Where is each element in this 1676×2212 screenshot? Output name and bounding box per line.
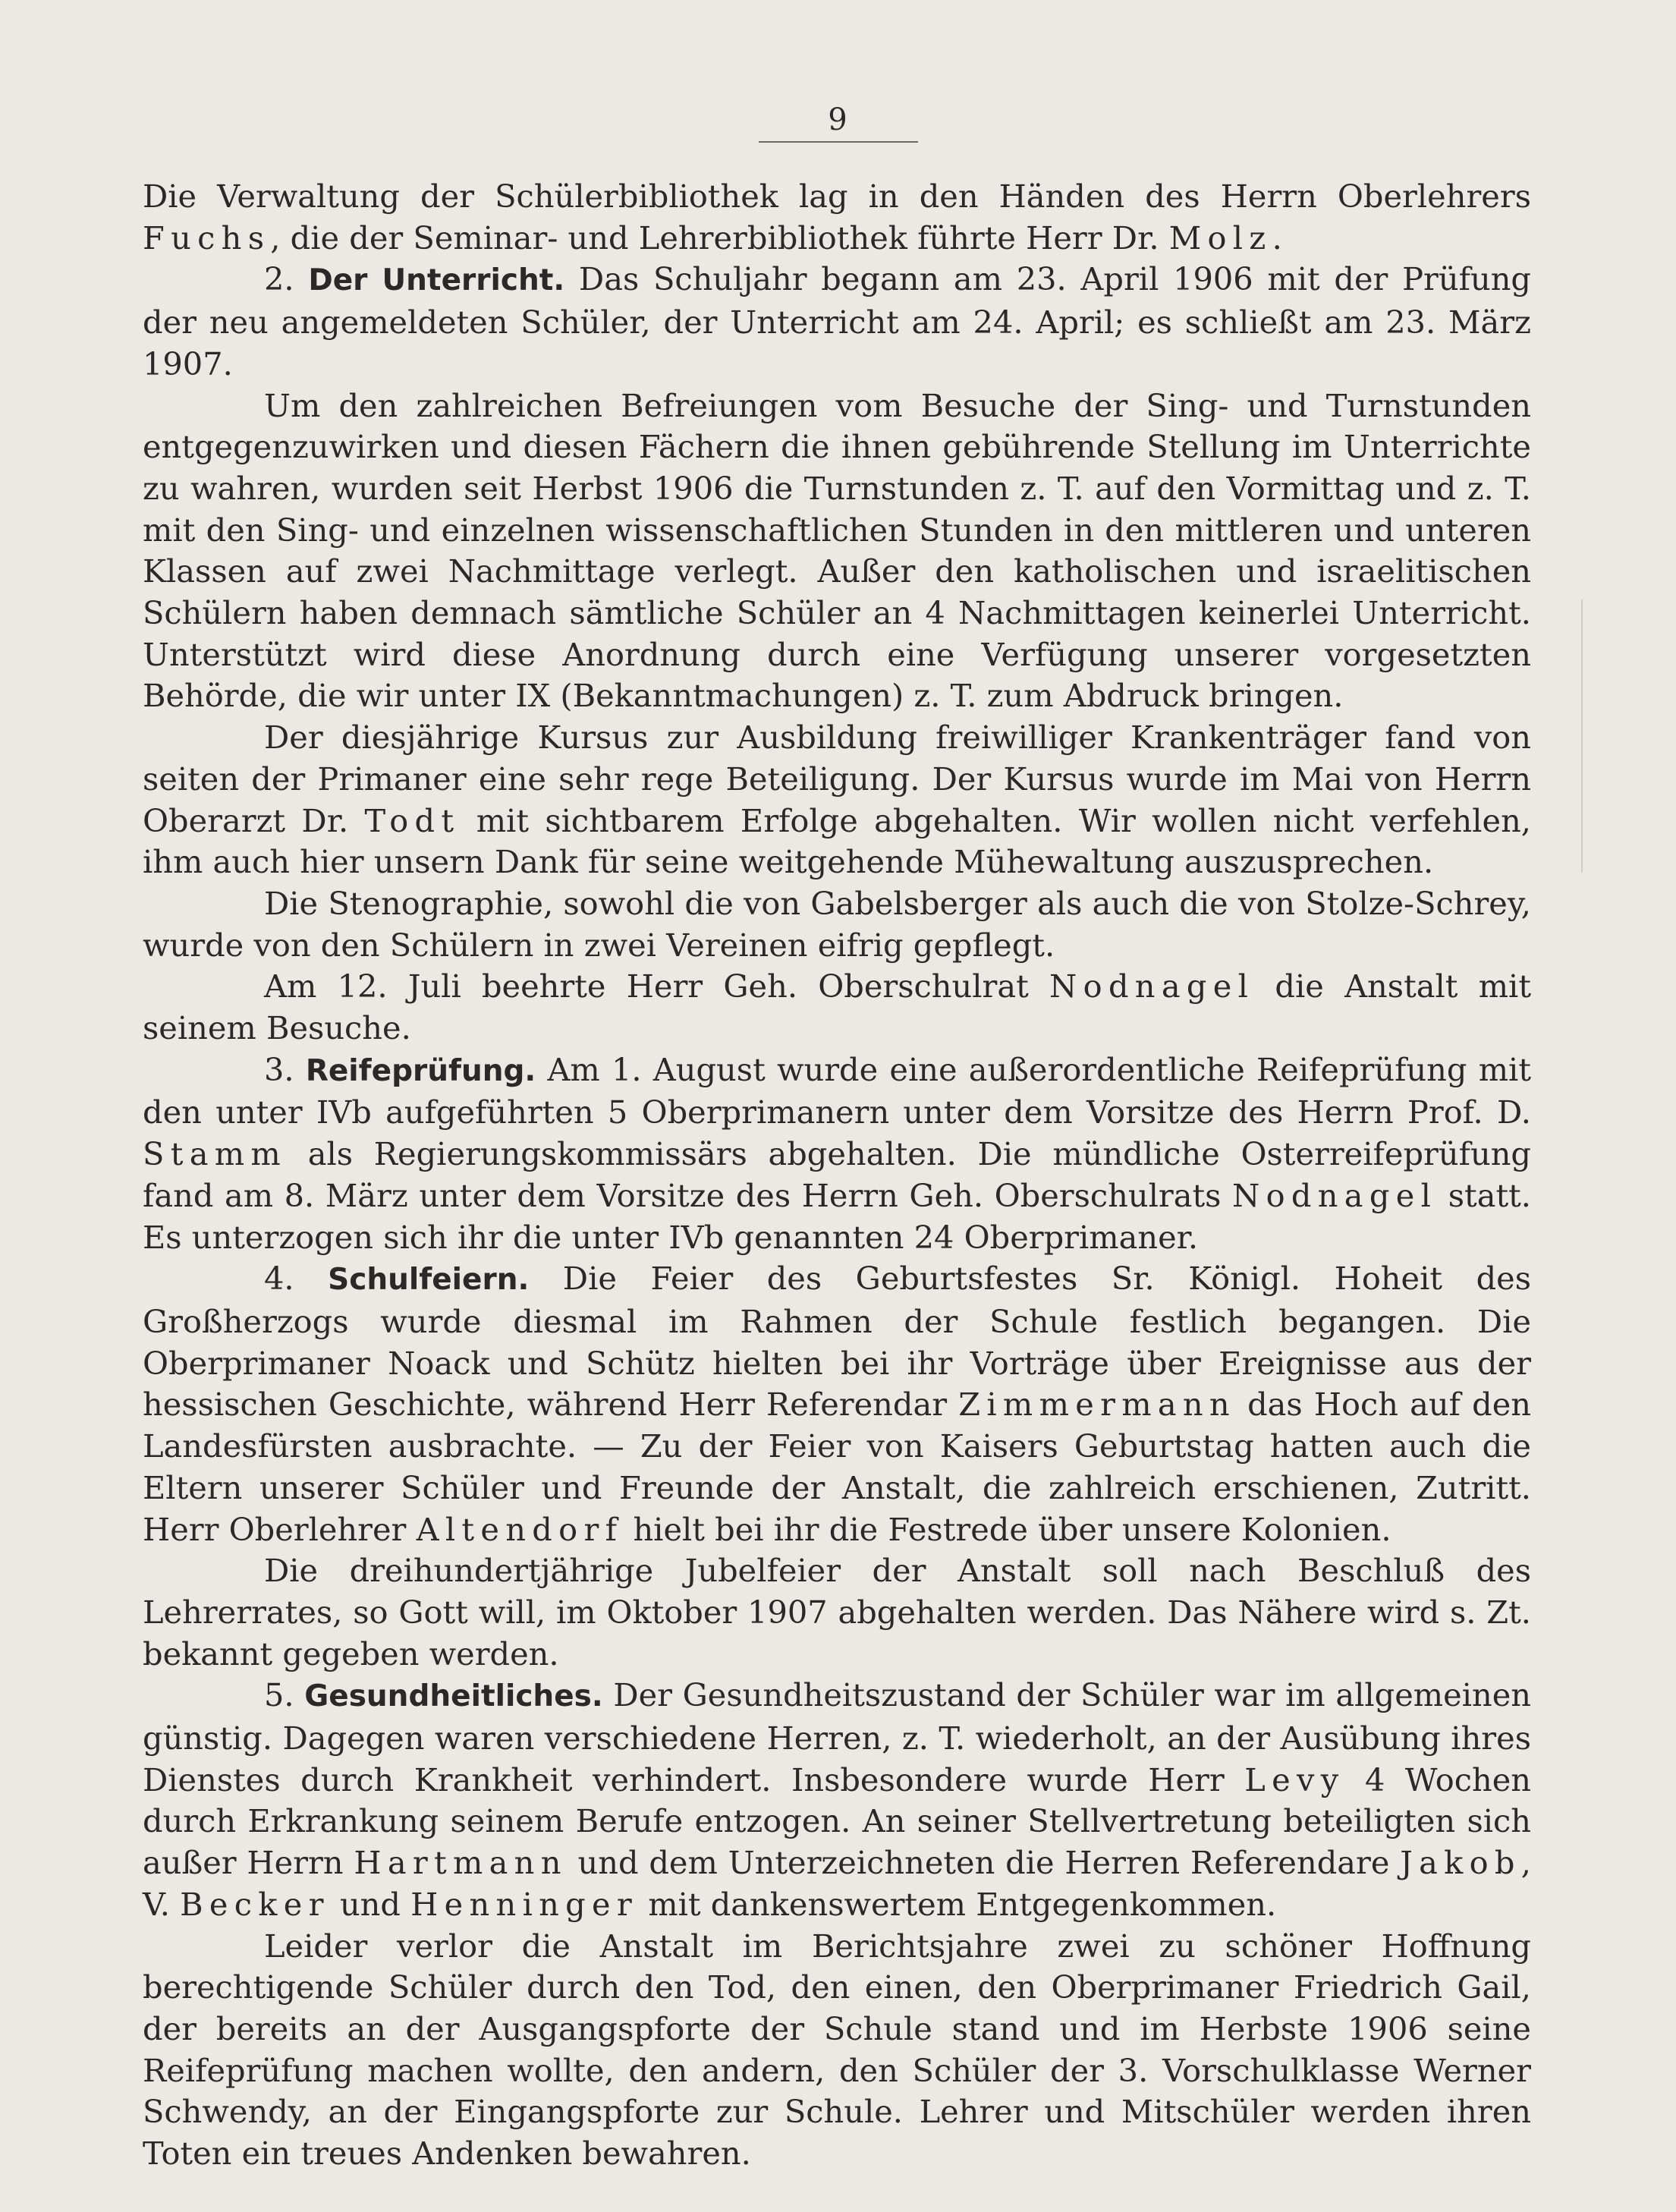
text-run: statt. Es unterzogen sich ihr die unter IVb genannten 24 Oberprimaner. — [143, 1176, 1531, 1256]
header-rule — [759, 141, 918, 143]
text-run: und — [329, 1885, 411, 1923]
text-run: 4 Wochen durch Erkrankung seinem Berufe entzogen. An seiner Stellvertretung beteiligten sich außer Herrn — [143, 1760, 1531, 1882]
spaced-name: Levy — [1244, 1760, 1345, 1798]
text-run: . — [1272, 219, 1282, 256]
text-run: Das Schuljahr begann am 23. April 1906 mit der Prüfung der neu angemeldeten Schüler, der Unterricht am 24. April; es schließt am 23. März 1907. — [143, 260, 1531, 382]
text-run: , die der Seminar- und Lehrerbibliothek führte Herr Dr. — [270, 219, 1169, 256]
page-fold-line — [1581, 599, 1583, 873]
spaced-name: Nodnagel — [1232, 1176, 1438, 1214]
spaced-name: Stamm — [143, 1135, 288, 1173]
text-run: Am 1. August wurde eine außerordentliche Reifeprüfung mit den unter IVb aufgeführten 5 Oberprimanern unter dem Vorsitze des Herrn Prof. D. — [143, 1050, 1531, 1131]
text-run: 2. — [264, 260, 309, 298]
paragraph-unterricht-1 — [143, 259, 1531, 385]
spaced-name: Todt — [364, 801, 461, 839]
paragraph-schulfeiern-1 — [143, 1258, 1531, 1550]
section-heading: Schulfeiern. — [328, 1263, 530, 1298]
text-run: Leider verlor die Anstalt im Berichtsjahre zwei zu schöner Hoffnung berechtigende Schüler durch den Tod, den einen, den Oberprimaner Friedrich Gail, der bereits an der Ausgangspforte der Schule stand und im Herbste 1906 seine Reifeprüfung machen wollte, den andern, den Schüler der 3. Vorschulklasse Werner Schwendy, an der Eingangspforte zur Schule. Lehrer und Mitschüler werden ihren Toten ein treues Andenken bewahren. — [143, 1927, 1531, 2173]
text-run: Der Gesundheitszustand der Schüler war im allgemeinen günstig. Dagegen waren verschiedene Herren, z. T. wiederholt, an der Ausübung ihres Dienstes durch Krankheit verhindert. Insbesondere wurde Herr — [143, 1676, 1532, 1798]
spaced-name: Nodnagel — [1049, 968, 1255, 1005]
text-run: Der diesjährige Kursus zur Ausbildung freiwilliger Krankenträger fand von seiten der Primaner eine sehr rege Beteiligung. Der Kursus wurde im Mai von Herrn Oberarzt Dr. — [143, 719, 1531, 839]
paragraph-schulfeiern-2 — [143, 1550, 1531, 1675]
paragraph-besuch — [143, 966, 1531, 1049]
text-run: Die Feier des Geburtsfestes Sr. Königl. Hoheit des Großherzogs wurde diesmal im Rahmen der Schule festlich begangen. Die Oberprimaner Noack und Schütz hielten bei ihr Vorträge über Ereignisse aus der hessischen Geschichte, während Herr Referendar — [143, 1260, 1531, 1424]
text-run: Die dreihundertjährige Jubelfeier der Anstalt soll nach Beschluß des Lehrerrates, so Gott will, im Oktober 1907 abgehalten werden. Das Nähere wird s. Zt. bekannt gegeben werden. — [143, 1552, 1531, 1672]
text-run: Um den zahlreichen Befreiungen vom Besuche der Sing- und Turnstunden entgegenzuwirken und diesen Fächern die ihnen gebührende Stellung im Unterrichte zu wahren, wurden seit Herbst 1906 die Turnstunden z. T. auf den Vormittag und z. T. mit den Sing- und einzelnen wissenschaftlichen Stunden in den mittleren und unteren Klassen auf zwei Nachmittage verlegt. Außer den katholischen und israelitischen Schülern haben demnach sämtliche Schüler an 4 Nachmittagen keinerlei Unterricht. Unterstützt wird diese Anordnung durch eine Verfügung unserer vorgesetzten Behörde, die wir unter IX (Bekanntmachungen) z. T. zum Abdruck bringen. — [143, 386, 1531, 715]
text-run: mit dankenswertem Entgegenkommen. — [638, 1885, 1277, 1923]
paragraph-reifepruefung — [143, 1049, 1531, 1259]
text-run: 4. — [264, 1260, 329, 1298]
text-run: 3. — [264, 1050, 306, 1088]
section-heading: Der Unterricht. — [308, 263, 565, 298]
paragraph-gesundheit-2 — [143, 1926, 1531, 2175]
text-run: hielt bei ihr die Festrede über unsere Kolonien. — [623, 1510, 1391, 1548]
spaced-name: Henninger — [410, 1885, 639, 1923]
text-run: mit sichtbarem Erfolge abgehalten. Wir wollen nicht verfehlen, ihm auch hier unsern Dank für seine weitgehende Mühewaltung auszusprechen. — [143, 801, 1531, 881]
spaced-name: Molz — [1168, 219, 1272, 256]
paragraph-library — [143, 176, 1531, 259]
page-number: 9 — [828, 102, 849, 137]
spaced-name: Becker — [180, 1885, 330, 1923]
text-run: Die Stenographie, sowohl die von Gabelsberger als auch die von Stolze-Schrey, wurde von den Schülern in zwei Vereinen eifrig gepflegt. — [143, 884, 1531, 964]
section-heading: Gesundheitliches. — [304, 1679, 603, 1714]
body-text — [143, 176, 1531, 2175]
spaced-name: Hartmann — [354, 1844, 568, 1882]
text-run: 5. — [264, 1676, 305, 1714]
paragraph-unterricht-2 — [143, 385, 1531, 718]
spaced-name: Zimmermann — [958, 1386, 1236, 1424]
paragraph-gesundheit-1 — [143, 1675, 1531, 1925]
text-run: Am 12. Juli beehrte Herr Geh. Oberschulrat — [264, 968, 1050, 1005]
text-run: Die Verwaltung der Schülerbibliothek lag in den Händen des Herrn Oberlehrers — [143, 178, 1531, 215]
spaced-name: Altendorf — [416, 1510, 624, 1548]
text-run: das Hoch auf den Landesfürsten ausbrachte. — Zu der Feier von Kaisers Geburtstag hatten auch die Eltern unserer Schüler und Freunde der Anstalt, die zahlreich erschienen, Zutritt. Herr Oberlehrer — [143, 1386, 1531, 1548]
text-run: die Anstalt mit seinem Besuche. — [143, 968, 1531, 1047]
paragraph-stenographie — [143, 883, 1531, 966]
spaced-name: Jakob — [1400, 1844, 1521, 1882]
text-run: , V. — [143, 1844, 1531, 1923]
text-run: als Regierungskommissärs abgehalten. Die mündliche Osterreifeprüfung fand am 8. März unter dem Vorsitze des Herrn Geh. Oberschulrats — [143, 1135, 1531, 1214]
text-run: und dem Unterzeichneten die Herren Referendare — [567, 1844, 1401, 1882]
paragraph-kursus — [143, 717, 1531, 883]
spaced-name: Fuchs — [143, 219, 271, 256]
section-heading: Reifeprüfung. — [305, 1053, 536, 1088]
